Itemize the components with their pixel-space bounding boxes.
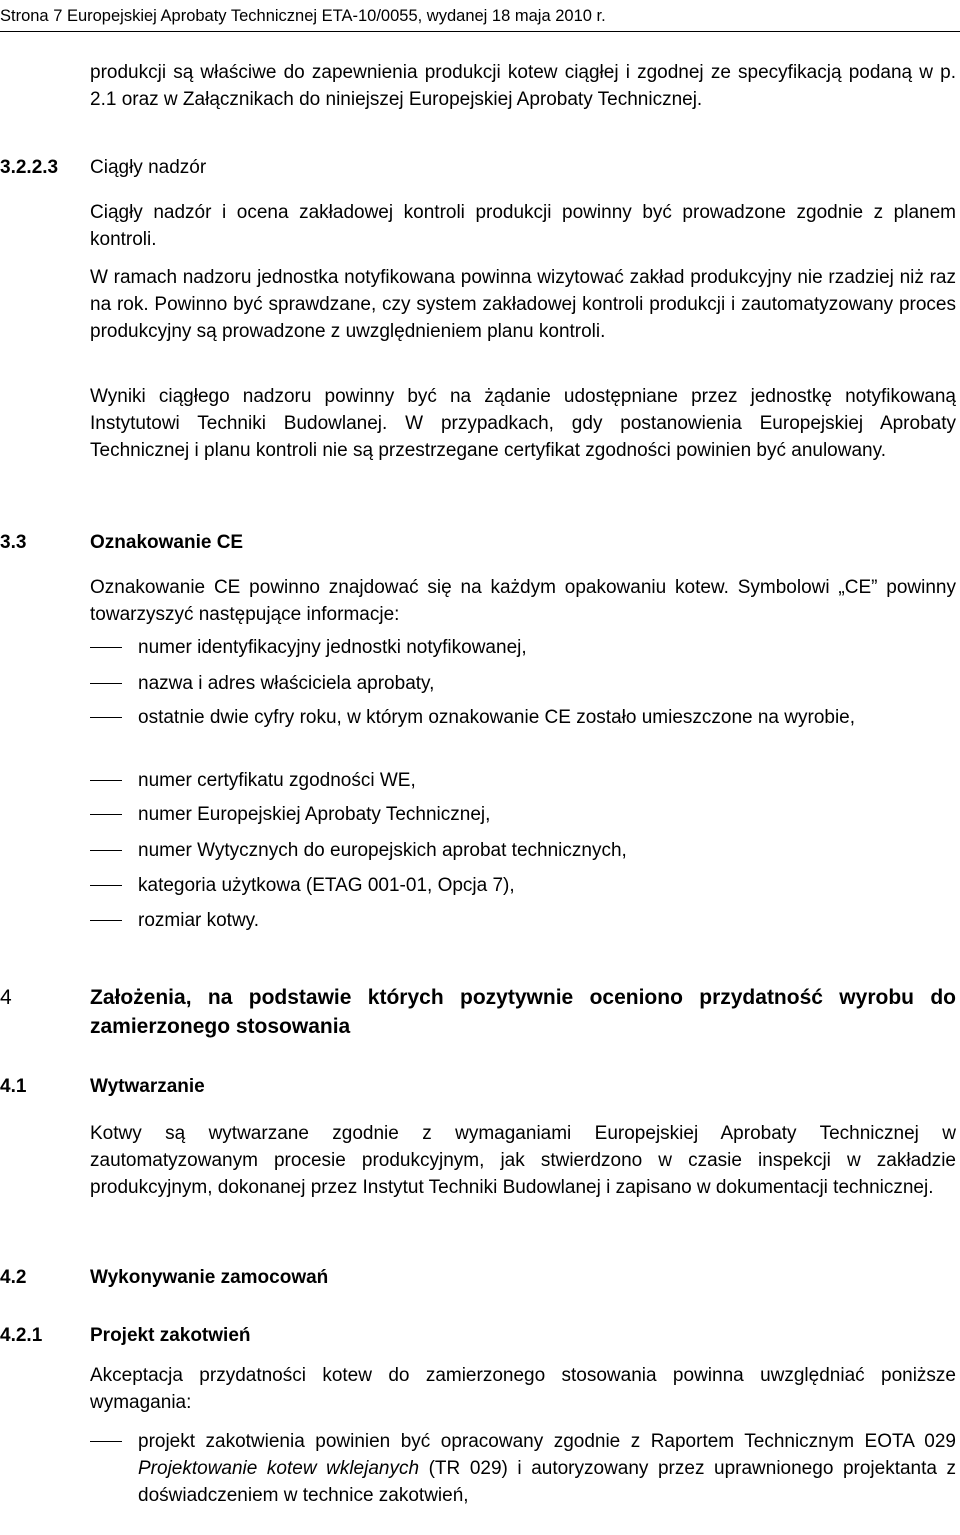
dash-bullet [90, 1441, 122, 1442]
document-title-italic: Projektowanie kotew wklejanych [138, 1458, 420, 1479]
list-item-text: numer certyfikatu zgodności WE, [138, 770, 416, 791]
paragraph-continuous-supervision: Ciągły nadzór i ocena zakładowej kontroli produkcji powinny być prowadzone zgodnie z planem kontroli. [90, 202, 956, 250]
dash-bullet [90, 920, 122, 921]
list-item-text: numer Europejskiej Aprobaty Technicznej, [138, 804, 491, 825]
list-item-text: nazwa i adres właściciela aprobaty, [138, 673, 435, 694]
section-title: Założenia, na podstawie których pozytywnie oceniono przydatność wyrobu do zamierzonego stosowania [90, 986, 956, 1038]
section-4-heading [0, 983, 960, 1043]
section-number: 3.2.2.3 [0, 157, 59, 178]
list-item-text: rozmiar kotwy. [138, 910, 260, 931]
paragraph-supervision-results: Wyniki ciągłego nadzoru powinny być na żądanie udostępniane przez jednostkę notyfikowaną Instytutowi Techniki Budowlanej. W przypadkach, gdy postanowienia Europejskiej Aprobaty Technicznej i planu kontroli nie są przestrzegane certyfikat zgodności powinien być anulowany. [90, 386, 956, 461]
list-item-text: numer Wytycznych do europejskich aprobat technicznych, [138, 840, 627, 861]
section-title: Wykonywanie zamocowań [90, 1267, 329, 1288]
paragraph-ce-marking: Oznakowanie CE powinno znajdować się na każdym opakowaniu kotew. Symbolowi „CE” powinny towarzyszyć następujące informacje: [90, 577, 956, 625]
dash-bullet [90, 683, 122, 684]
header-divider [0, 31, 960, 32]
dash-bullet [90, 717, 122, 718]
intro-paragraph: produkcji są właściwe do zapewnienia produkcji kotew ciągłej i zgodnej ze specyfikacją podaną w p. 2.1 oraz w Załącznikach do niniejszej Europejskiej Aprobaty Technicznej. [90, 62, 956, 110]
dash-bullet [90, 647, 122, 648]
paragraph-inspection-frequency: W ramach nadzoru jednostka notyfikowana powinna wizytować zakład produkcyjny nie rzadziej niż raz na rok. Powinno być sprawdzane, czy system zakładowej kontroli produkcji i zautomatyzowany proces produkcyjny są prowadzone z uwzględnieniem planu kontroli. [90, 267, 956, 342]
list-item-text-part: projekt zakotwienia powinien być opracowany zgodnie z Raportem Technicznym EOTA 029 [138, 1431, 956, 1452]
section-title: Ciągły nadzór [90, 157, 207, 178]
dash-bullet [90, 814, 122, 815]
section-title: Projekt zakotwień [90, 1325, 251, 1346]
page-header: Strona 7 Europejskiej Aprobaty Technicznej ETA-10/0055, wydanej 18 maja 2010 r. [0, 7, 606, 25]
section-number: 3.3 [0, 532, 27, 553]
paragraph-anchor-design: Akceptacja przydatności kotew do zamierzonego stosowania powinna uwzględniać poniższe wymagania: [90, 1365, 956, 1413]
list-item-text-part: (TR 029) i autoryzowany przez uprawnionego projektanta z doświadczeniem w technice zakotwień, [138, 1458, 957, 1506]
section-number: 4.1 [0, 1076, 27, 1097]
section-title: Oznakowanie CE [90, 532, 244, 553]
list-item-text: numer identyfikacyjny jednostki notyfikowanej, [138, 637, 527, 658]
list-item-text [138, 1428, 956, 1509]
section-number: 4.2.1 [0, 1325, 43, 1346]
dash-bullet [90, 885, 122, 886]
section-title: Wytwarzanie [90, 1076, 205, 1097]
dash-bullet [90, 780, 122, 781]
dash-bullet [90, 850, 122, 851]
paragraph-manufacturing: Kotwy są wytwarzane zgodnie z wymaganiami Europejskiej Aprobaty Technicznej w zautomatyzowanym procesie produkcyjnym, jak stwierdzono w czasie inspekcji w zakładzie produkcyjnym, dokonanej przez Instytut Techniki Budowlanej i zapisano w dokumentacji technicznej. [90, 1123, 956, 1198]
section-number: 4 [0, 986, 12, 1009]
list-item-text: ostatnie dwie cyfry roku, w którym oznakowanie CE zostało umieszczone na wyrobie, [138, 707, 856, 728]
list-item-text: kategoria użytkowa (ETAG 001-01, Opcja 7), [138, 875, 515, 896]
section-number: 4.2 [0, 1267, 27, 1288]
